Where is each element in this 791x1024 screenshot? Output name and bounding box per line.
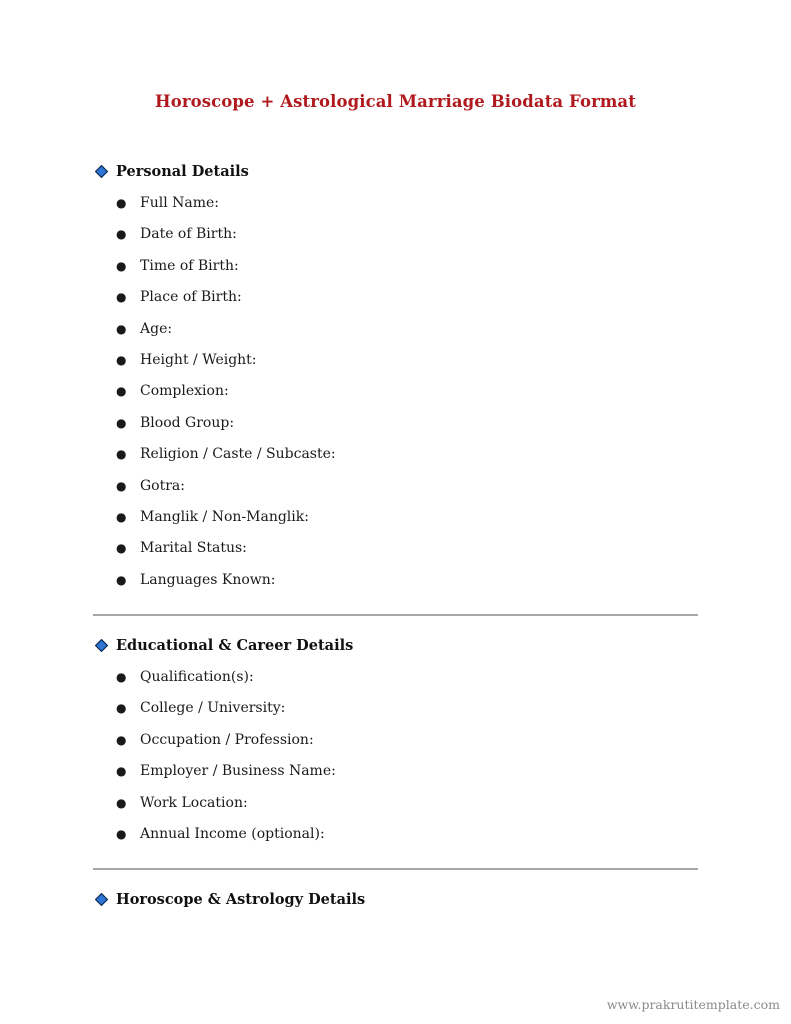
list-item	[94, 439, 698, 470]
bullet-icon: ●	[116, 384, 127, 399]
section-educational-career-details	[94, 635, 698, 850]
list-item-label: Height / Weight:	[140, 351, 257, 368]
personal-details-list	[94, 188, 698, 596]
list-item	[94, 693, 698, 724]
diamond-icon	[95, 639, 108, 652]
list-item-label: Languages Known:	[140, 571, 276, 588]
list-item	[94, 282, 698, 313]
section-heading-horoscope-astrology	[94, 889, 698, 909]
list-item-label: Qualification(s):	[140, 669, 254, 685]
list-item-label: Gotra:	[140, 477, 185, 494]
bullet-icon: ●	[116, 732, 127, 747]
footer-website-url: www.prakrutitemplate.com	[606, 997, 780, 1012]
section-divider	[93, 868, 698, 870]
section-heading-educational-career	[94, 635, 698, 655]
list-item	[94, 345, 698, 376]
section-divider	[93, 614, 698, 616]
diamond-icon	[95, 893, 108, 906]
bullet-icon: ●	[116, 321, 127, 336]
list-item	[94, 662, 698, 693]
list-item	[94, 788, 698, 819]
bullet-icon: ●	[116, 196, 127, 210]
bullet-icon: ●	[116, 415, 127, 430]
page-title: Horoscope + Astrological Marriage Biodata Format	[155, 92, 636, 111]
list-item	[94, 533, 698, 564]
list-item	[94, 502, 698, 533]
bullet-icon: ●	[116, 227, 127, 242]
section-heading-label: Educational & Career Details	[116, 636, 354, 654]
list-item	[94, 756, 698, 787]
list-item-label: Manglik / Non-Manglik:	[140, 508, 309, 525]
list-item	[94, 565, 698, 596]
bullet-icon: ●	[116, 826, 127, 841]
section-horoscope-astrology-details	[94, 889, 698, 909]
bullet-icon: ●	[116, 478, 127, 493]
list-item-label: Employer / Business Name:	[140, 763, 336, 780]
educational-career-list	[94, 662, 698, 850]
list-item-label: Marital Status:	[140, 540, 247, 557]
list-item-label: Annual Income (optional):	[140, 825, 325, 842]
list-item	[94, 188, 698, 219]
list-item	[94, 376, 698, 407]
bullet-icon: ●	[116, 572, 127, 587]
list-item-label: Place of Birth:	[140, 289, 242, 306]
list-item-label: Time of Birth:	[140, 257, 239, 274]
list-item	[94, 725, 698, 756]
list-item-label: Blood Group:	[140, 414, 235, 431]
bullet-icon: ●	[116, 795, 127, 810]
bullet-icon: ●	[116, 701, 127, 716]
list-item-label: Full Name:	[140, 195, 220, 211]
bullet-icon: ●	[116, 764, 127, 779]
list-item-label: Age:	[140, 320, 173, 337]
section-heading-label: Personal Details	[116, 162, 249, 180]
bullet-icon: ●	[116, 541, 127, 556]
list-item-label: College / University:	[140, 700, 286, 717]
bullet-icon: ●	[116, 670, 127, 684]
list-item-label: Occupation / Profession:	[140, 731, 314, 748]
bullet-icon: ●	[116, 352, 127, 367]
bullet-icon: ●	[116, 290, 127, 305]
section-heading-label: Horoscope & Astrology Details	[116, 890, 366, 908]
list-item	[94, 408, 698, 439]
list-item-label: Work Location:	[140, 794, 248, 811]
list-item	[94, 219, 698, 250]
list-item	[94, 251, 698, 282]
list-item	[94, 314, 698, 345]
section-personal-details	[94, 161, 698, 596]
list-item-label: Religion / Caste / Subcaste:	[140, 446, 336, 463]
list-item-label: Date of Birth:	[140, 226, 237, 243]
list-item-label: Complexion:	[140, 383, 229, 400]
section-heading-personal-details	[94, 161, 698, 181]
bullet-icon: ●	[116, 258, 127, 273]
diamond-icon	[95, 165, 108, 178]
bullet-icon: ●	[116, 447, 127, 462]
list-item	[94, 471, 698, 502]
list-item	[94, 819, 698, 850]
bullet-icon: ●	[116, 509, 127, 524]
